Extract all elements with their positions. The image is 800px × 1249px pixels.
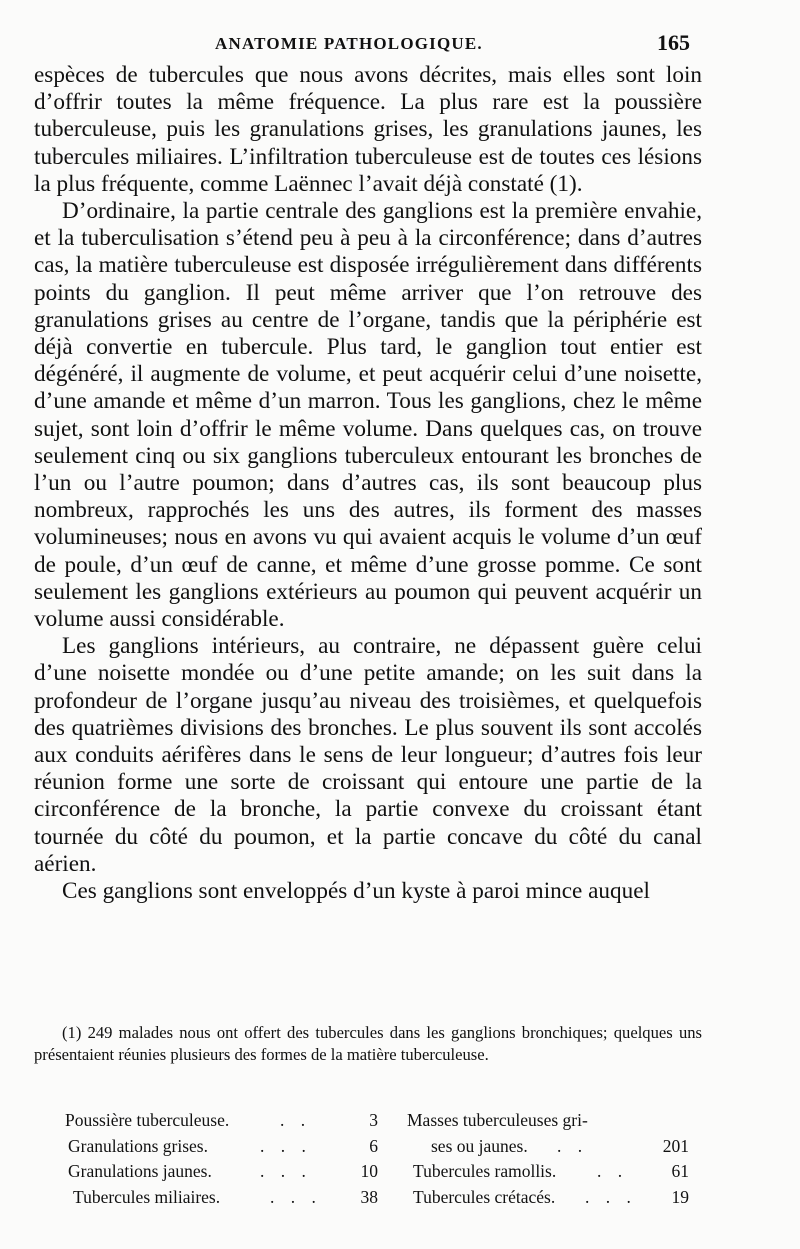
footnote: (1) 249 malades nous ont offert des tubercules dans les ganglions bronchiques; quelques uns présentaient réunies plusieurs des formes de la matière tuberculeuse. [34, 1023, 702, 1064]
stat-row [65, 1134, 385, 1160]
stat-value: 3 [369, 1110, 378, 1130]
running-title: ANATOMIE PATHOLOGIQUE. [215, 34, 483, 53]
stat-row [65, 1108, 385, 1134]
statistics-left-column [65, 1108, 385, 1210]
stat-value: 61 [671, 1161, 689, 1181]
paragraph: Ces ganglions sont enveloppés d’un kyste à paroi mince auquel [62, 878, 650, 905]
stat-row [407, 1159, 707, 1185]
stat-leader-dots: . . [597, 1161, 629, 1181]
stat-label: Tubercules miliaires. [73, 1186, 221, 1207]
paragraph: Les ganglions intérieurs, au contraire, ne dépassent guère celui d’une noisette mondée ou d’une petite amande; on les suit dans la profondeur de l’organe jusqu’au niveau des troisièmes, et quelquefois des quatrièmes divisions des bronches. Le plus souvent ils sont accolés aux conduits aérifères dans le sens de leur longueur; d’autres fois leur réunion forme une sorte de croissant qui entoure une partie de la circonférence de la bronche, la partie convexe du croissant étant tournée du côté du poumon, et la partie concave du côté du canal aérien. [34, 633, 702, 877]
running-head [30, 30, 690, 60]
stat-row [65, 1159, 385, 1185]
stat-label: Tubercules ramollis. [413, 1161, 557, 1181]
stat-value: 201 [662, 1135, 689, 1156]
stat-label: Granulations jaunes. [68, 1161, 212, 1181]
stat-label: Tubercules crétacés. [413, 1186, 556, 1207]
stat-value: 38 [360, 1186, 378, 1207]
stat-label: Masses tuberculeuses gri- [407, 1110, 588, 1130]
stat-value: 10 [360, 1161, 378, 1181]
stat-row [407, 1185, 707, 1211]
statistics-right-column [407, 1108, 707, 1210]
paragraph: D’ordinaire, la partie centrale des ganglions est la première envahie, et la tuberculisation s’étend peu à peu à la circonférence; dans d’autres cas, la matière tuberculeuse est disposée irrégulièrement dans différents points du ganglion. Il peut même arriver que l’on retrouve des granulations grises au centre de l’organe, tandis que la périphérie est déjà convertie en tubercule. Plus tard, le ganglion tout entier est dégénéré, il augmente de volume, et peut acquérir celui d’une noisette, d’une amande et même d’un marron. Tous les ganglions, chez le même sujet, sont loin d’offrir le même volume. Dans quelques cas, on trouve seulement cinq ou six ganglions tuberculeux entourant les bronches de l’un ou l’autre poumon; dans d’autres cas, ils sont beaucoup plus nombreux, rapprochés les uns des autres, ils forment des masses volumineuses; nous en avons vu qui avaient acquis le volume d’un œuf de poule, d’un œuf de canne, et même d’une grosse pomme. Ce sont seulement les ganglions extérieurs au poumon qui peuvent acquérir un volume aussi considérable. [34, 198, 702, 633]
body-text [34, 62, 702, 905]
stat-value: 6 [369, 1135, 378, 1156]
page-number: 165 [657, 30, 690, 55]
stat-leader-dots: . . [280, 1110, 312, 1130]
stat-label: ses ou jaunes. [431, 1135, 528, 1156]
stat-row [407, 1134, 707, 1160]
stat-row [65, 1185, 385, 1211]
stat-label: Poussière tuberculeuse. [65, 1110, 230, 1130]
stat-leader-dots: . . . [260, 1161, 312, 1181]
stat-label: Granulations grises. [68, 1135, 208, 1156]
stat-leader-dots: . . . [585, 1186, 637, 1207]
stat-leader-dots: . . [557, 1135, 589, 1156]
stat-row [407, 1108, 707, 1134]
paragraph-continued: espèces de tubercules que nous avons décrites, mais elles sont loin d’offrir toutes la même fréquence. La plus rare est la poussière tuberculeuse, puis les granulations grises, les granulations jaunes, les tubercules miliaires. L’infiltration tuberculeuse est de toutes ces lésions la plus fréquente, comme Laënnec l’avait déjà constaté (1). [34, 62, 702, 197]
stat-value: 19 [671, 1186, 689, 1207]
stat-leader-dots: . . . [270, 1186, 322, 1207]
stat-leader-dots: . . . [260, 1135, 312, 1156]
